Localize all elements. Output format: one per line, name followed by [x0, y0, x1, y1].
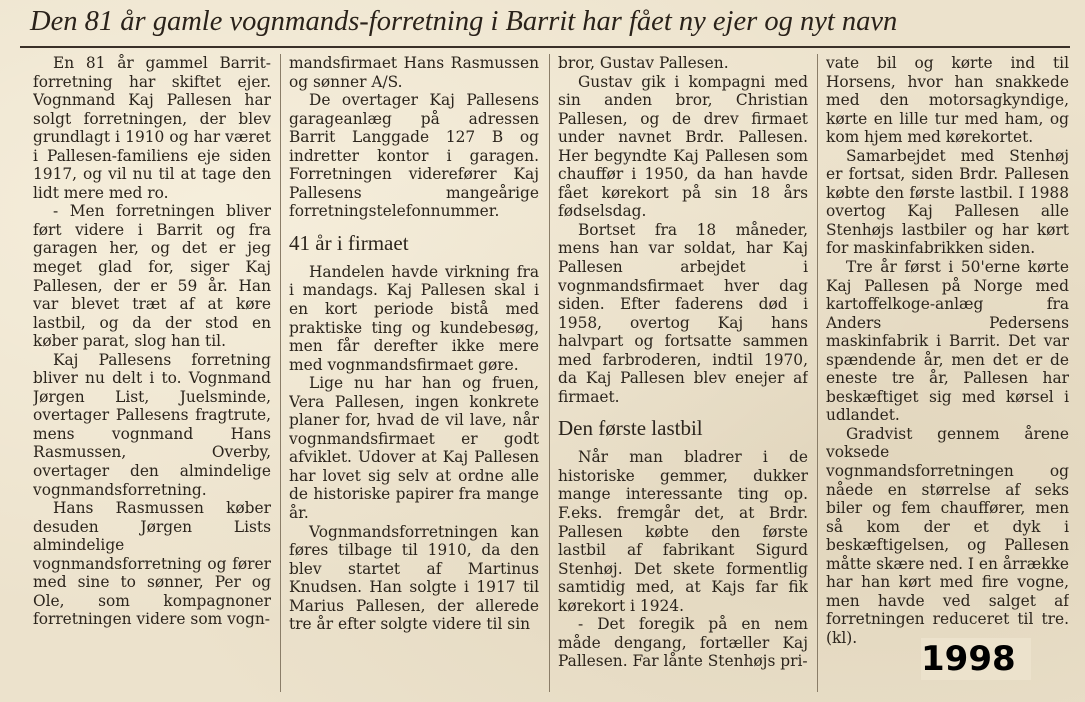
headline: Den 81 år gamle vognmands-forretning i Barrit har fået ny ejer og nyt navn	[30, 6, 898, 37]
article-column-3	[558, 54, 808, 694]
paragraph: - Det foregik på en nem måde dengang, fortæller Kaj Pallesen. Far lånte Stenhøjs pri-	[558, 615, 808, 671]
paragraph: Kaj Pallesens forretning bliver nu delt i to. Vognmand Jørgen List, Juelsminde, overtager Pallesens fragtrute, mens vognmand Hans Rasmussen, Overby, overtager den almindelige vognmandsforretning.	[33, 350, 271, 499]
paragraph: Når man bladrer i de historiske gemmer, dukker mange interessante ting op. F.eks. fremgår det, at Brdr. Pallesen købte den første lastbil af fabrikant Sigurd Stenhøj. Det skete formentlig samtidig med, at Kajs far fik kørekort i 1924.	[558, 448, 808, 615]
paragraph: Gradvist gennem årene voksede vognmandsforretningen og nåede en størrelse af seks biler og fem chauffører, men så kom der et dyk i beskæftigelsen, og Pallesen måtte skære ned. I en årrække har han kørt med fire vogne, men havde ved salget af forretningen reduceret til tre. (kl).	[826, 424, 1069, 647]
column-divider	[549, 54, 550, 692]
paragraph: Handelen havde virkning fra i mandags. Kaj Pallesen skal i en kort periode bistå med praktiske ting og kundebesøg, men får derefter ikke mere med vognmandsfirmaet gøre.	[289, 262, 539, 374]
section-heading: 41 år i firmaet	[289, 230, 409, 255]
paragraph: - Men forretningen bliver ført videre i Barrit og fra garagen her, og det er jeg meget glad for, siger Kaj Pallesen, der er 59 år. Han var blevet træt af at køre lastbil, og da der stod en køber parat, slog han til.	[33, 202, 271, 351]
paragraph: Gustav gik i kompagni med sin anden bror, Christian Pallesen, og de drev firmaet under navnet Brdr. Pallesen. Her begyndte Kaj Pallesen som chauffør i 1950, da han havde fået kørekort på sin 18 års fødselsdag.	[558, 72, 808, 221]
paragraph: Vognmandsforretningen kan føres tilbage til 1910, da den blev startet af Martinus Knudsen. Han solgte i 1917 til Marius Pallesen, der allerede tre år efter solgte videre til sin	[289, 522, 539, 634]
paragraph: En 81 år gammel Barrit-forretning har skiftet ejer. Vognmand Kaj Pallesen har solgt forretningen, der blev grundlagt i 1910 og har været i Pallesen-familiens eje siden 1917, og vil nu til at tage den lidt mere med ro.	[33, 54, 271, 202]
headline-rule	[20, 46, 1070, 48]
column-divider	[280, 54, 281, 692]
paragraph: Bortset fra 18 måneder, mens han var soldat, har Kaj Pallesen arbejdet i vognmandsfirmaet hver dag siden. Efter faderens død i 1958, overtog Kaj hans halvpart og fortsatte sammen med farbroderen, indtil 1970, da Kaj Pallesen blev enejer af firmaet.	[558, 220, 808, 406]
paragraph: bror, Gustav Pallesen.	[558, 54, 729, 72]
article-column-4	[826, 54, 1069, 694]
year-label: 1998	[921, 638, 1031, 680]
paragraph: Tre år først i 50'erne kørte Kaj Pallesen på Norge med kartoffelkoge-anlæg fra Anders Pedersens maskinfabrik i Barrit. Det var spændende år, men det er de eneste tre år, Pallesen har beskæftiget sig med kørsel i udlandet.	[826, 258, 1069, 425]
paragraph: mandsfirmaet Hans Rasmussen og sønner A/S.	[289, 54, 539, 91]
article-column-2	[289, 54, 539, 694]
section-heading: Den første lastbil	[558, 416, 703, 441]
paragraph: Samarbejdet med Stenhøj er fortsat, siden Brdr. Pallesen købte den første lastbil. I 1988 overtog Kaj Pallesen alle Stenhøjs lastbiler og har kørt for maskinfabrikken siden.	[826, 146, 1069, 258]
paragraph: De overtager Kaj Pallesens garageanlæg på adressen Barrit Langgade 127 B og indretter kontor i garagen. Forretningen viderefører Kaj Pallesens mangeårige forretningstelefonnummer.	[289, 91, 539, 221]
paragraph: Lige nu har han og fruen, Vera Pallesen, ingen konkrete planer for, hvad de vil lave, når vognmandsfirmaet er godt afviklet. Udover at Kaj Pallesen har lovet sig selv at ordne alle de historiske papirer fra mange år.	[289, 374, 539, 523]
column-divider	[817, 54, 818, 692]
paragraph: Hans Rasmussen køber desuden Jørgen Lists almindelige vognmandsforretning og fører med sine to sønner, Per og Ole, som kompagnoner forretningen videre som vogn-	[33, 499, 271, 629]
paragraph: vate bil og kørte ind til Horsens, hvor han snakkede med den motorsagkyndige, kørte en lille tur med ham, og kom hjem med kørekortet.	[826, 54, 1069, 147]
article-column-1	[33, 54, 271, 694]
